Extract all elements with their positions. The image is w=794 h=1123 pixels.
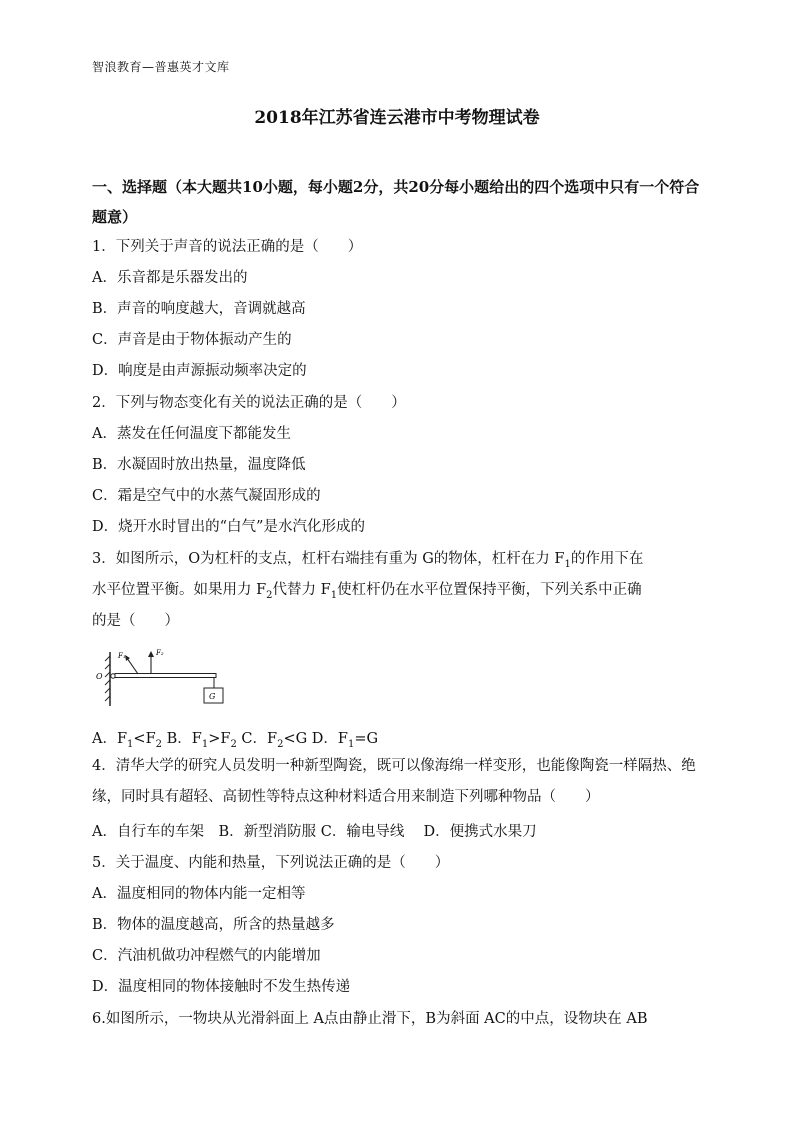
page-title: 2018年江苏省连云港市中考物理试卷 [254,108,540,128]
q3-text: 代替力 F [272,582,331,598]
question-2-option-d: D．烧开水时冒出的“白气”是水汽化形成的 [92,519,365,535]
q3-option-a-rel: <F [133,731,156,747]
question-3-line-1 [92,547,643,570]
subscript: 1 [347,738,355,750]
f1-label: F₁ [118,652,126,660]
q3-option-d: D．F [307,731,348,747]
q3-option-b-rel: >F [208,731,231,747]
document-header: 智浪教育—普惠英才文库 [92,60,230,74]
q3-option-b: B．F [162,731,202,747]
question-4-options: A．自行车的车架 B．新型消防服 C．输电导线 D．便携式水果刀 [92,824,537,840]
question-5-option-d: D．温度相同的物体接触时不发生热传递 [92,979,351,995]
q3-text: 3．如图所示，O为杠杆的支点，杠杆右端挂有重为 G的物体，杠杆在力 F [92,551,565,567]
subscript: 2 [155,738,163,750]
question-1-option-a: A．乐音都是乐器发出的 [92,270,248,286]
question-3-options [92,727,378,750]
subscript: 1 [564,558,571,570]
question-2-option-c: C．霜是空气中的水蒸气凝固形成的 [92,488,321,504]
subscript: 1 [127,738,134,750]
q3-text: 水平位置平衡。如果用力 F [92,582,267,598]
weight-label: G [209,692,216,701]
subscript: 2 [266,589,273,601]
question-1-option-c: C．声音是由于物体振动产生的 [92,332,292,348]
f2-label: F₂ [156,649,164,657]
question-5-stem: 5．关于温度、内能和热量，下列说法正确的是（ ） [92,855,450,871]
question-1-option-d: D．响度是由声源振动频率决定的 [92,363,307,379]
question-5-option-c: C．汽油机做功冲程燃气的内能增加 [92,948,321,964]
q3-option-c: C．F [236,731,278,747]
question-6-stem: 6.如图所示，一物块从光滑斜面上 A点由静止滑下，B为斜面 AC的中点，设物块在 AB [92,1011,648,1027]
subscript: 1 [201,738,209,750]
question-2-stem: 2．下列与物态变化有关的说法正确的是（ ） [92,395,406,411]
lever-diagram [96,646,236,708]
section-heading: 一、选择题（本大题共10小题，每小题2分，共20分每小题给出的四个选项中只有一个符合题意） [92,178,700,226]
question-1-stem: 1．下列关于声音的说法正确的是（ ） [92,239,363,255]
question-4-stem: 4．清华大学的研究人员发明一种新型陶瓷，既可以像海绵一样变形，也能像陶瓷一样隔热、绝缘，同时具有超轻、高韧性等特点这种材料适合用来制造下列哪种物品（ ） [92,758,696,805]
question-5-option-a: A．温度相同的物体内能一定相等 [92,886,306,902]
q3-option-d-rel: =G [354,731,379,747]
q3-text: 使杠杆仍在水平位置保持平衡，下列关系中正确 [337,582,642,598]
question-2-option-a: A．蒸发在任何温度下都能发生 [92,426,291,442]
q3-option-a: A．F [92,731,128,747]
question-5-option-b: B．物体的温度越高，所含的热量越多 [92,917,335,933]
subscript: 1 [330,589,338,601]
question-2-option-b: B．水凝固时放出热量，温度降低 [92,457,306,473]
q3-option-c-rel: <G [283,731,308,747]
subscript: 2 [277,738,284,750]
question-3-line-2 [92,578,642,601]
lever-figure [96,646,236,712]
subscript: 2 [230,738,237,750]
question-1-option-b: B．声音的响度越大，音调就越高 [92,301,306,317]
question-3-line-3: 的是（ ） [92,613,179,629]
q3-text: 的作用下在 [570,551,644,567]
pivot-label: O [96,672,103,681]
